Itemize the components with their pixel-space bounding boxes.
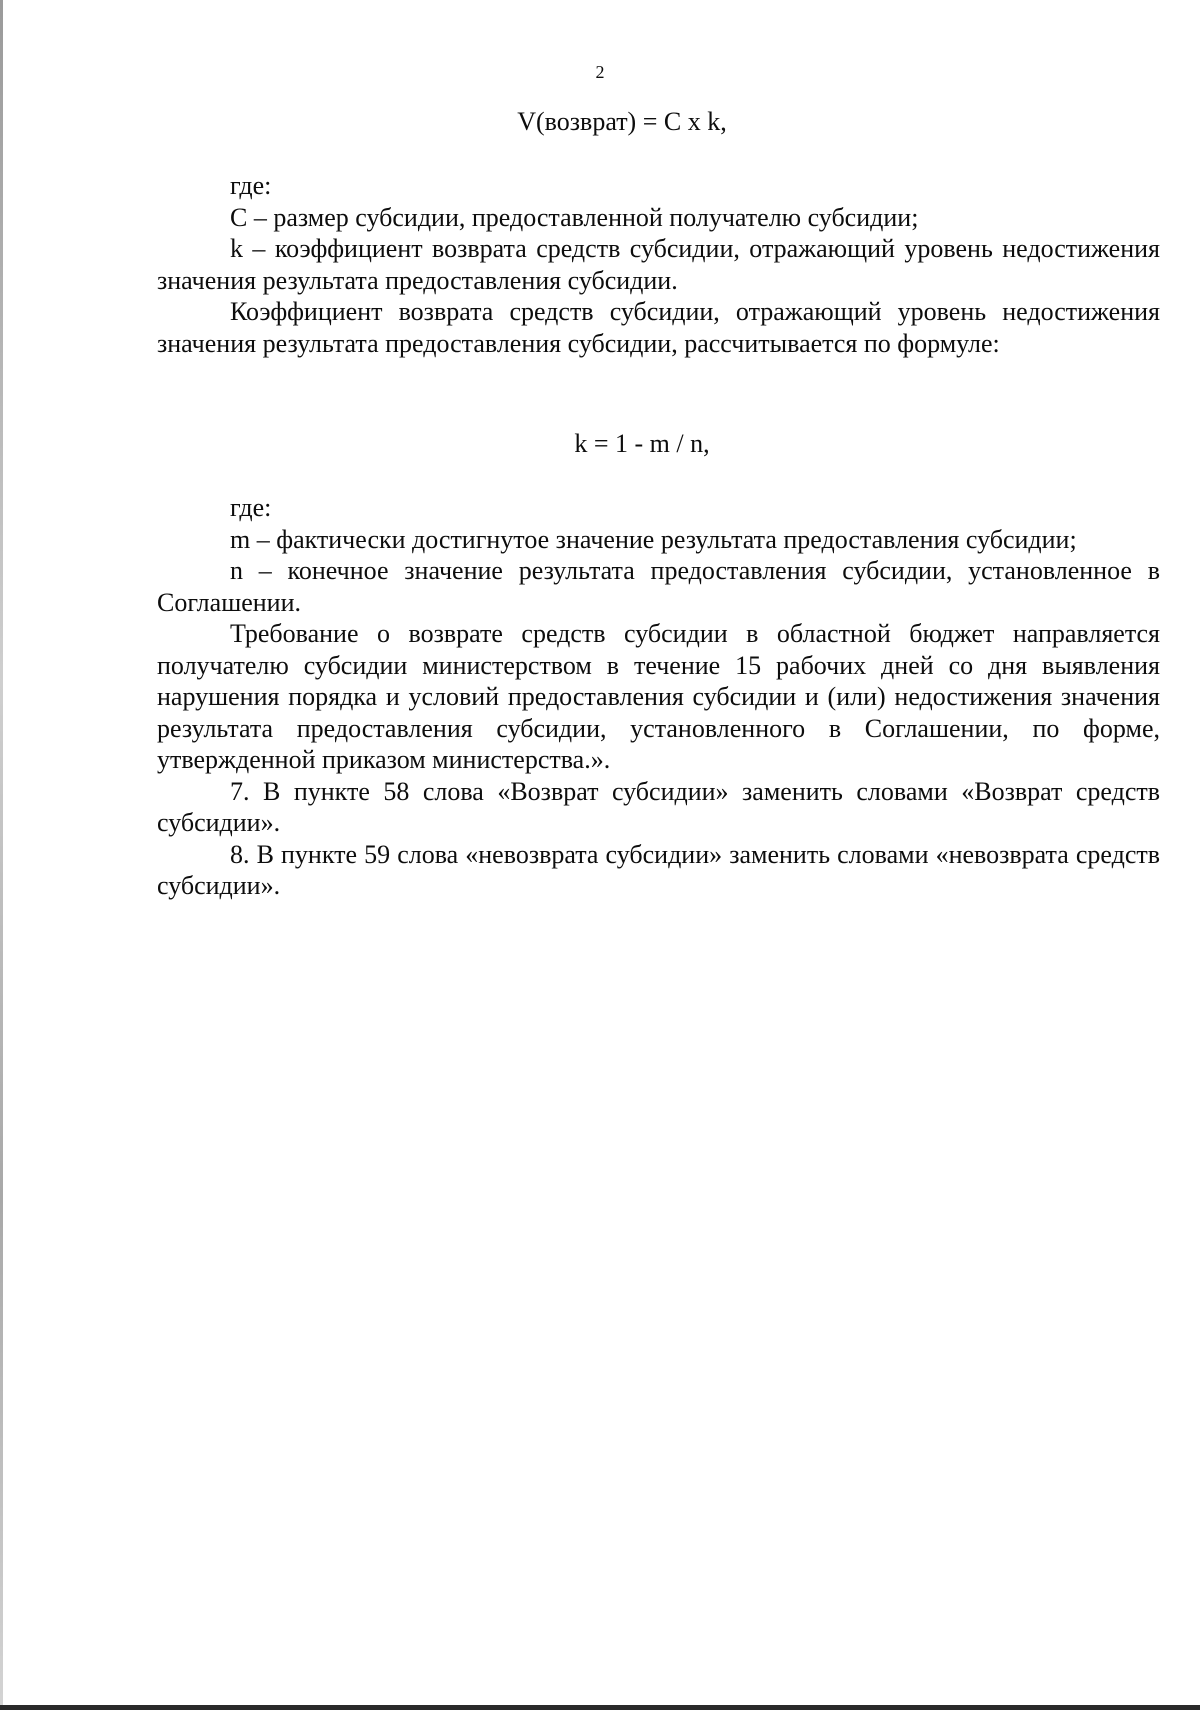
definition-c: С – размер субсидии, предоставленной получателю субсидии;	[230, 202, 919, 232]
definition-k: k – коэффициент возврата средств субсидии, отражающий уровень недостижения значения результата предоставления субсидии.	[157, 234, 1160, 295]
refund-requirement-paragraph: Требование о возврате средств субсидии в областной бюджет направляется получателю субсидии министерством в течение 15 рабочих дней со дня выявления нарушения порядка и условий предоставления субсидии и (или) недостижения значения результата предоставления субсидии, установленного в Соглашении, по форме, утвержденной приказом министерства.».	[157, 619, 1160, 774]
amendment-item-7: 7. В пункте 58 слова «Возврат субсидии» заменить словами «Возврат средств субсидии».	[157, 776, 1160, 837]
scan-left-edge	[0, 0, 3, 1710]
definition-n: n – конечное значение результата предоставления субсидии, установленное в Соглашении.	[157, 556, 1160, 617]
formula-coefficient: k = 1 - m / n,	[574, 429, 710, 458]
formula-refund-volume: V(возврат) = C x k,	[517, 107, 727, 136]
definition-m: m – фактически достигнутое значение результата предоставления субсидии;	[230, 524, 1077, 554]
page-number: 2	[595, 62, 605, 82]
amendment-item-8: 8. В пункте 59 слова «невозврата субсидии» заменить словами «невозврата средств субсидии».	[157, 839, 1160, 900]
where-label: где:	[230, 171, 272, 200]
definitions-block-2	[157, 492, 1160, 902]
scan-bottom-edge	[0, 1705, 1200, 1710]
coefficient-intro: Коэффициент возврата средств субсидии, отражающий уровень недостижения значения результата предоставления субсидии, рассчитывается по формуле:	[157, 297, 1160, 358]
definitions-block-1	[157, 170, 1160, 359]
where-label: где:	[230, 493, 272, 522]
